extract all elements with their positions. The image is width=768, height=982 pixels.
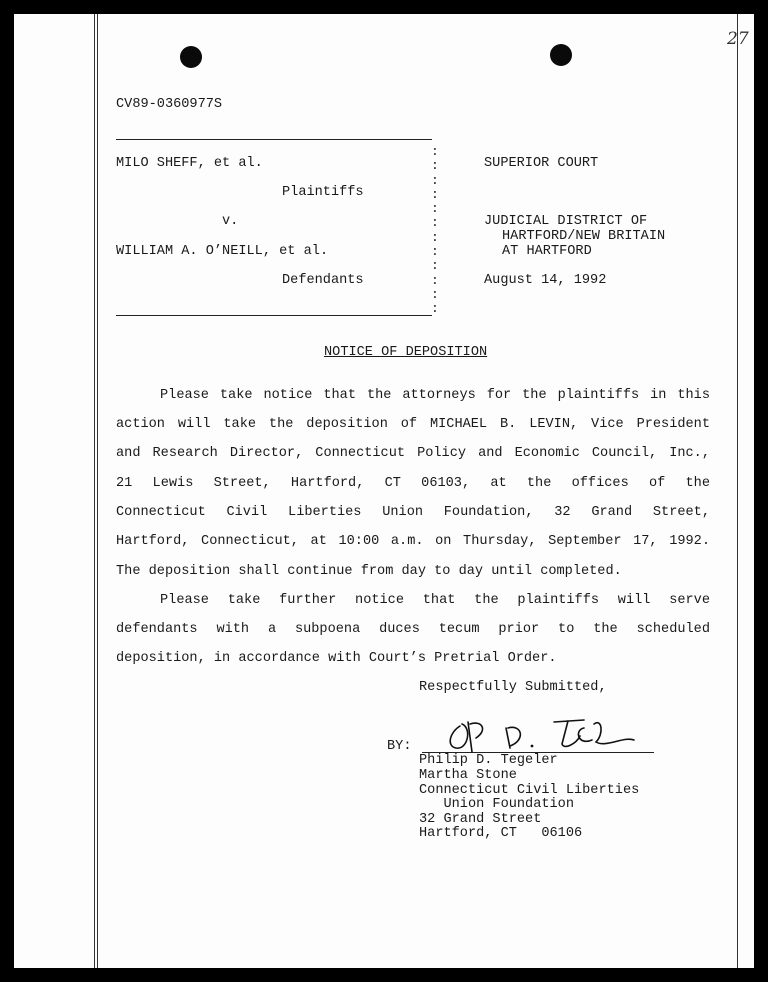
margin-line — [94, 14, 95, 968]
paragraph-1-line: action will take the deposition of MICHAEL B. LEVIN, Vice President — [116, 417, 710, 432]
paragraph-1-line: Connecticut Civil Liberties Union Foundation, 32 Grand Street, — [116, 505, 710, 520]
colon: : — [431, 301, 439, 317]
handwritten-signature — [434, 714, 654, 756]
case-number: CV89-0360977S — [116, 97, 223, 112]
address-city: Hartford, CT 06106 — [419, 826, 583, 841]
caption-bottom-rule — [116, 315, 432, 316]
plaintiff-role: Plaintiffs — [282, 185, 364, 200]
document-title: NOTICE OF DEPOSITION — [324, 345, 488, 360]
plaintiff-name: MILO SHEFF, et al. — [116, 156, 263, 171]
by-label: BY: — [387, 739, 412, 754]
defendant-name: WILLIAM A. O’NEILL, et al. — [116, 244, 329, 259]
colon: : — [431, 172, 439, 188]
court-name: SUPERIOR COURT — [484, 156, 599, 171]
address-street: 32 Grand Street — [419, 812, 542, 827]
caption-top-rule — [116, 139, 432, 140]
paragraph-1-line: and Research Director, Connecticut Policy and Economic Council, Inc., — [116, 446, 710, 461]
margin-line — [737, 14, 738, 968]
district-line-2: HARTFORD/NEW BRITAIN — [502, 229, 666, 244]
colon: : — [431, 186, 439, 202]
colon: : — [431, 215, 439, 231]
colon: : — [431, 201, 439, 217]
colon: : — [431, 272, 439, 288]
paragraph-2-line: Please take further notice that the plaintiffs will serve — [160, 593, 710, 608]
colon: : — [431, 258, 439, 274]
punch-hole — [550, 44, 572, 66]
paragraph-2-line: defendants with a subpoena duces tecum prior to the scheduled — [116, 622, 710, 637]
punch-hole — [180, 46, 202, 68]
district-line-3: AT HARTFORD — [502, 244, 592, 259]
district-line-1: JUDICIAL DISTRICT OF — [484, 214, 648, 229]
signer-name: Philip D. Tegeler — [419, 753, 558, 768]
defendant-role: Defendants — [282, 273, 364, 288]
signer-name-2: Martha Stone — [419, 768, 517, 783]
paragraph-2-line: deposition, in accordance with Court’s Pretrial Order. — [116, 651, 557, 666]
closing: Respectfully Submitted, — [419, 680, 607, 695]
organization-line-1: Connecticut Civil Liberties — [419, 783, 640, 798]
caption-colon-column — [431, 145, 441, 317]
margin-line — [97, 14, 98, 968]
colon: : — [431, 286, 439, 302]
colon: : — [431, 244, 439, 260]
page-mark: 27 — [727, 29, 749, 49]
document-page — [14, 14, 754, 968]
paragraph-1-line: 21 Lewis Street, Hartford, CT 06103, at the offices of the — [116, 476, 710, 491]
document-date: August 14, 1992 — [484, 273, 607, 288]
versus: v. — [222, 214, 239, 229]
paragraph-1-line: The deposition shall continue from day to day until completed. — [116, 564, 622, 579]
organization-line-2: Union Foundation — [419, 797, 574, 812]
colon: : — [431, 229, 439, 245]
colon: : — [431, 158, 439, 174]
paragraph-1-line: Hartford, Connecticut, at 10:00 a.m. on Thursday, September 17, 1992. — [116, 534, 710, 549]
paragraph-1-line: Please take notice that the attorneys for the plaintiffs in this — [160, 388, 710, 403]
colon: : — [431, 144, 439, 159]
